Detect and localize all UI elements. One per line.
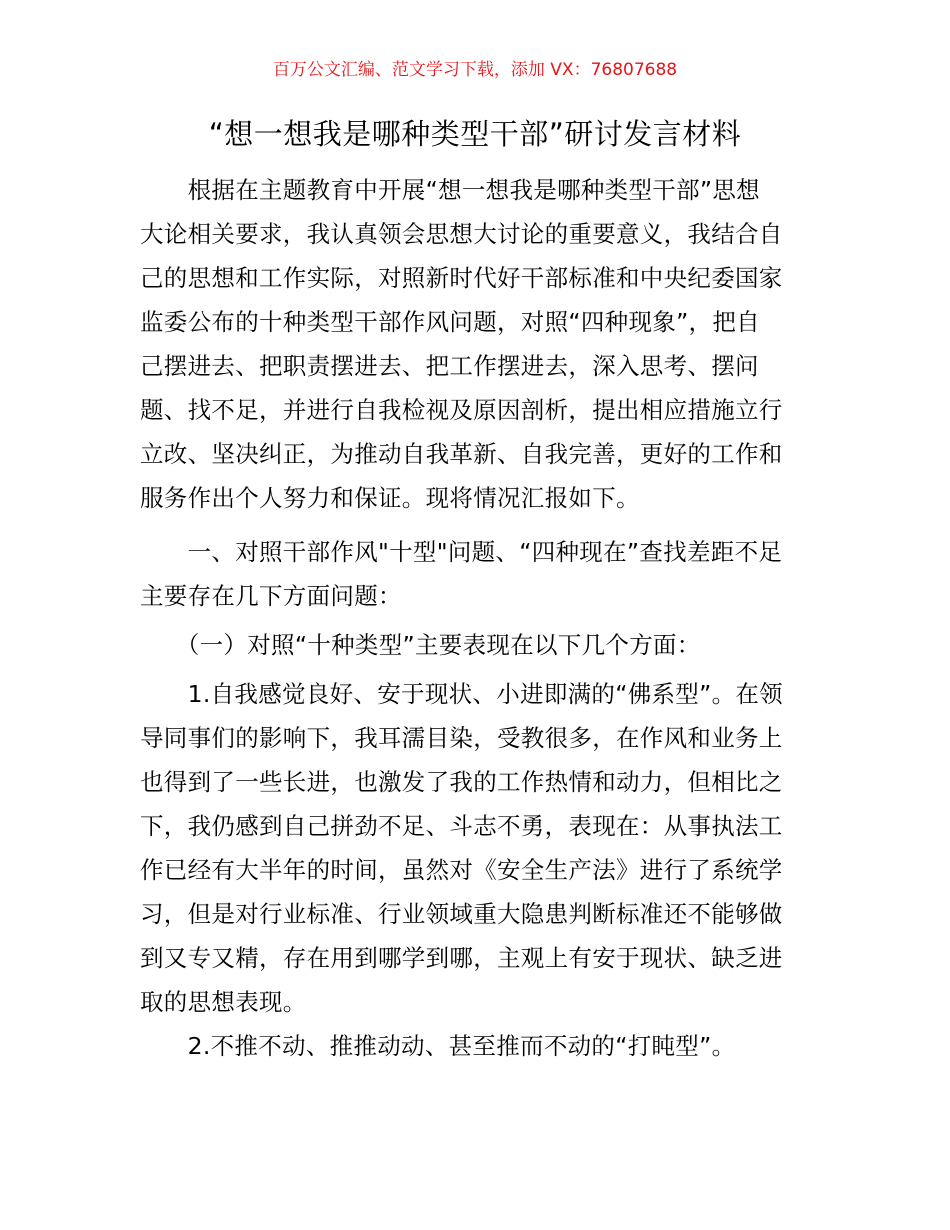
- paragraph-subsection-one: [140, 623, 812, 667]
- paragraph-section-one: [140, 530, 812, 618]
- text-line: 监委公布的十种类型干部作风问题，对照“四种现象”，把自: [140, 308, 760, 336]
- text-line: 立改、坚决纠正，为推动自我革新、自我完善，更好的工作和: [140, 440, 783, 468]
- text-line: 2.不推不动、推推动动、甚至推而不动的“打盹型”。: [140, 1032, 736, 1060]
- paragraph-item-two: [140, 1024, 812, 1068]
- paragraph-item-one: [140, 672, 812, 1024]
- text-line: 取的思想表现。: [140, 988, 307, 1016]
- text-line: 到又专又精，存在用到哪学到哪，主观上有安于现状、缺乏进: [140, 944, 783, 972]
- text-line: 1.自我感觉良好、安于现状、小进即满的“佛系型”。在领: [140, 680, 783, 708]
- text-line: 下，我仍感到自己拼劲不足、斗志不勇，表现在：从事执法工: [140, 812, 783, 840]
- text-line: （一）对照“十种类型”主要表现在以下几个方面：: [140, 631, 701, 659]
- text-line: 导同事们的影响下，我耳濡目染，受教很多，在作风和业务上: [140, 724, 783, 752]
- document-title: “想一想我是哪种类型干部”研讨发言材料: [208, 117, 742, 151]
- paragraph-intro: [140, 168, 812, 520]
- text-line: 根据在主题教育中开展“想一想我是哪种类型干部”思想: [140, 176, 760, 204]
- text-line: 己的思想和工作实际，对照新时代好干部标准和中央纪委国家: [140, 264, 783, 292]
- text-line: 习，但是对行业标准、行业领域重大隐患判断标准还不能够做: [140, 900, 783, 928]
- text-line: 主要存在几下方面问题：: [140, 582, 402, 610]
- text-line: 服务作出个人努力和保证。现将情况汇报如下。: [140, 484, 640, 512]
- text-line: 一、对照干部作风"十型"问题、“四种现在”查找差距不足: [140, 538, 783, 566]
- text-line: 题、找不足，并进行自我检视及原因剖析，提出相应措施立行: [140, 396, 783, 424]
- text-line: 作已经有大半年的时间，虽然对《安全生产法》进行了系统学: [140, 856, 783, 884]
- text-line: 己摆进去、把职责摆进去、把工作摆进去，深入思考、摆问: [140, 352, 759, 380]
- header-note: 百万公文汇编、范文学习下载，添加 VX：76807688: [272, 60, 678, 80]
- text-line: 大论相关要求，我认真领会思想大讨论的重要意义，我结合自: [140, 220, 783, 248]
- text-line: 也得到了一些长进，也激发了我的工作热情和动力，但相比之: [140, 768, 783, 796]
